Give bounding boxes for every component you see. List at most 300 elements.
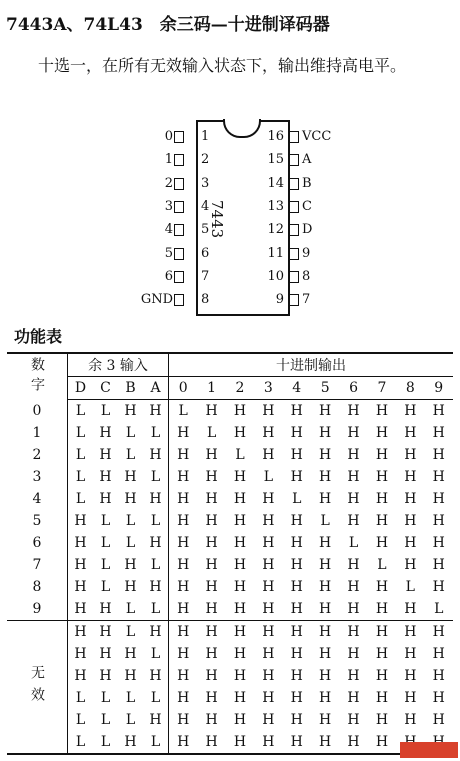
input-cell: H <box>99 668 112 684</box>
output-cell: H <box>262 601 275 617</box>
table-row <box>7 532 453 554</box>
chip-name: 7443 <box>208 200 226 239</box>
input-cell: H <box>149 535 162 551</box>
row-number: 3 <box>32 469 42 485</box>
output-cell: H <box>311 731 339 754</box>
output-col-header: 8 <box>396 377 424 400</box>
watermark-logo <box>400 742 458 758</box>
input-col-header: B <box>118 377 143 400</box>
pin-number-right: 16 <box>267 129 284 144</box>
pin-box-left <box>174 178 184 190</box>
output-cell: H <box>404 491 417 507</box>
table-subheader-row <box>7 377 453 400</box>
table-row <box>7 643 453 665</box>
output-cell: H <box>197 621 225 644</box>
input-cell: H <box>118 731 143 754</box>
output-cell: H <box>432 646 445 662</box>
input-cell: H <box>99 447 112 463</box>
output-cell: H <box>169 598 198 621</box>
pin-label-left: 3 <box>164 198 173 214</box>
input-cell: H <box>124 646 137 662</box>
pin-label-left: 0 <box>164 129 173 144</box>
output-cell: H <box>375 403 389 419</box>
input-cell: H <box>68 598 94 621</box>
output-cell: H <box>290 535 303 551</box>
input-cell: H <box>143 621 169 644</box>
output-cell: H <box>432 403 445 419</box>
output-cell: H <box>432 690 445 706</box>
pin-label-left: 6 <box>164 268 173 284</box>
input-cell: L <box>68 731 94 754</box>
output-cell: L <box>405 579 415 595</box>
section-title: 功能表 <box>14 327 63 346</box>
output-cell: H <box>375 491 389 507</box>
pin-number-left: 7 <box>201 268 210 284</box>
document-title: 7443A、74L43 余三码—十进制译码器 <box>6 15 330 35</box>
output-cell: H <box>347 403 360 419</box>
input-cell: H <box>68 576 94 598</box>
pin-box-left <box>174 201 184 213</box>
output-cell: H <box>347 712 360 728</box>
table-row <box>7 466 453 488</box>
output-cell: H <box>347 668 360 684</box>
output-col-header: 3 <box>254 377 282 400</box>
output-cell: H <box>319 491 332 507</box>
output-cell: H <box>404 690 417 706</box>
output-cell: H <box>205 557 218 573</box>
pin-box-right <box>289 131 299 143</box>
output-cell: H <box>347 447 360 463</box>
output-cell: H <box>319 469 332 485</box>
row-number: 6 <box>32 535 42 551</box>
pin-box-right <box>289 294 299 306</box>
output-cell: H <box>205 513 218 529</box>
output-cell: H <box>283 621 311 644</box>
output-cell: L <box>320 513 330 529</box>
input-col-header: C <box>93 377 118 400</box>
output-cell: H <box>226 621 254 644</box>
output-cell: H <box>169 422 198 444</box>
output-cell: H <box>347 469 360 485</box>
output-cell: H <box>290 712 303 728</box>
pin-label-left: 5 <box>164 245 173 261</box>
input-cell: H <box>68 665 94 687</box>
pin-box-right <box>289 248 299 260</box>
output-cell: H <box>233 403 247 419</box>
table-row <box>7 731 453 754</box>
input-cell: H <box>124 557 137 573</box>
input-cell: L <box>150 469 161 485</box>
row-number: 2 <box>32 447 42 463</box>
output-cell: H <box>233 491 247 507</box>
input-cell: L <box>68 488 94 510</box>
output-cell: H <box>432 425 445 441</box>
input-cell: L <box>100 557 111 573</box>
output-cell: H <box>205 668 218 684</box>
input-cell: L <box>125 513 136 529</box>
input-cell: L <box>150 513 161 529</box>
table-row <box>7 576 453 598</box>
input-cell: H <box>99 491 112 507</box>
input-cell: H <box>99 425 112 441</box>
output-cell: H <box>290 403 303 419</box>
input-cell: H <box>68 643 94 665</box>
input-cell: L <box>150 690 161 706</box>
output-cell: H <box>233 646 247 662</box>
output-col-header: 7 <box>368 377 396 400</box>
output-cell: H <box>233 690 247 706</box>
table-row <box>7 621 453 644</box>
input-col-header: D <box>68 377 94 400</box>
output-cell: H <box>205 403 218 419</box>
output-cell: L <box>169 400 198 423</box>
pin-number-right: 13 <box>267 198 284 214</box>
pin-label-right: D <box>302 222 313 238</box>
table-row <box>7 687 453 709</box>
output-cell: H <box>233 469 247 485</box>
input-cell: L <box>125 425 136 441</box>
output-cell: H <box>404 557 417 573</box>
input-cell: L <box>68 422 94 444</box>
output-cell: H <box>347 579 360 595</box>
output-cell: L <box>235 447 245 463</box>
output-cell: H <box>375 513 389 529</box>
pin-label-left: 2 <box>164 175 173 191</box>
input-cell: L <box>125 535 136 551</box>
output-cell: H <box>290 557 303 573</box>
output-cell: H <box>262 425 275 441</box>
output-cell: H <box>262 579 275 595</box>
pin-label-right: C <box>302 198 312 214</box>
output-cell: H <box>375 425 389 441</box>
output-cell: H <box>262 513 275 529</box>
output-cell: H <box>233 668 247 684</box>
output-cell: H <box>262 690 275 706</box>
output-col-header: 6 <box>339 377 367 400</box>
pin-number-left: 8 <box>201 292 210 308</box>
output-cell: H <box>262 447 275 463</box>
pin-label-right: 9 <box>302 245 311 261</box>
output-cell: H <box>283 731 311 754</box>
table-row <box>7 422 453 444</box>
output-cell: H <box>375 646 389 662</box>
output-cell: H <box>262 668 275 684</box>
output-cell: H <box>396 621 424 644</box>
pin-label-right: VCC <box>302 129 332 144</box>
input-cell: L <box>125 712 136 728</box>
input-cell: L <box>125 447 136 463</box>
output-cell: L <box>263 469 274 485</box>
table-row <box>7 554 453 576</box>
output-cell: H <box>205 712 218 728</box>
output-cell: H <box>425 621 453 644</box>
input-cell: H <box>99 469 112 485</box>
output-cell: H <box>169 576 198 598</box>
output-cell: H <box>375 447 389 463</box>
pin-label-left: GND <box>140 292 173 308</box>
output-cell: H <box>169 665 198 687</box>
pin-number-left: 5 <box>201 222 210 238</box>
pin-number-left: 6 <box>201 245 210 261</box>
input-cell: L <box>150 425 161 441</box>
pin-label-left: 1 <box>164 152 173 168</box>
output-cell: L <box>348 535 359 551</box>
output-cell: H <box>169 444 198 466</box>
output-cell: H <box>319 425 332 441</box>
pin-number-right: 11 <box>267 245 284 261</box>
input-cell: H <box>68 554 94 576</box>
output-cell: H <box>375 712 389 728</box>
input-cell: L <box>150 601 161 617</box>
table-row <box>7 709 453 731</box>
output-cell: L <box>377 557 387 573</box>
output-cell: H <box>347 646 360 662</box>
output-cell: H <box>205 535 218 551</box>
output-cell: H <box>233 557 247 573</box>
pin-box-left <box>174 131 184 143</box>
pin-number-left: 2 <box>201 152 210 168</box>
output-cell: H <box>347 425 360 441</box>
output-cell: H <box>205 491 218 507</box>
input-cell: L <box>68 466 94 488</box>
pin-number-right: 10 <box>267 268 284 284</box>
output-cell: H <box>404 425 417 441</box>
output-cell: H <box>290 690 303 706</box>
row-number: 7 <box>32 557 42 573</box>
table-row <box>7 400 453 423</box>
output-cell: H <box>404 668 417 684</box>
output-cell: H <box>347 690 360 706</box>
row-number: 1 <box>32 425 42 441</box>
pin-number-left: 1 <box>201 129 210 144</box>
row-number: 4 <box>32 491 42 507</box>
output-cell: H <box>432 469 445 485</box>
description-paragraph: 十选一，在所有无效输入状态下，输出维持高电平。 <box>38 56 407 75</box>
output-cell: H <box>319 668 332 684</box>
output-cell: H <box>290 425 303 441</box>
output-cell: H <box>169 510 198 532</box>
output-cell: H <box>347 491 360 507</box>
output-cell: H <box>254 731 282 754</box>
row-number: 5 <box>32 513 42 529</box>
output-cell: H <box>375 535 389 551</box>
output-cell: H <box>368 731 396 754</box>
output-cell: L <box>292 491 302 507</box>
input-cell: L <box>100 513 111 529</box>
output-cell: H <box>404 403 417 419</box>
pin-box-right <box>289 201 299 213</box>
input-cell: L <box>100 712 111 728</box>
input-cell: L <box>100 535 111 551</box>
output-cell: H <box>404 535 417 551</box>
input-cell: H <box>149 668 162 684</box>
input-cell: H <box>99 646 112 662</box>
output-cell: H <box>375 690 389 706</box>
input-cell: H <box>68 510 94 532</box>
output-cell: H <box>290 646 303 662</box>
output-cell: H <box>205 579 218 595</box>
input-cell: L <box>125 601 136 617</box>
input-cell: H <box>124 668 137 684</box>
output-cell: H <box>262 491 275 507</box>
row-number: 0 <box>32 402 42 419</box>
output-cell: H <box>375 668 389 684</box>
pin-label-right: A <box>302 152 312 168</box>
output-cell: H <box>169 554 198 576</box>
output-cell: H <box>169 731 198 754</box>
pin-label-right: B <box>302 175 312 191</box>
input-cell: L <box>118 621 143 644</box>
input-col-header: A <box>143 377 169 400</box>
input-cell: L <box>68 709 94 731</box>
input-cell: L <box>68 444 94 466</box>
output-cell: H <box>262 646 275 662</box>
output-cell: H <box>375 601 389 617</box>
input-cell: L <box>100 579 111 595</box>
output-cell: H <box>290 601 303 617</box>
output-cell: H <box>311 621 339 644</box>
pin-label-left: 4 <box>164 222 173 238</box>
output-cell: H <box>262 712 275 728</box>
output-cell: H <box>169 643 198 665</box>
output-cell: H <box>404 513 417 529</box>
pin-box-left <box>174 154 184 166</box>
pin-label-right: 7 <box>302 292 311 308</box>
pin-box-right <box>289 271 299 283</box>
output-cell: H <box>319 557 332 573</box>
output-cell: H <box>319 690 332 706</box>
output-cell: H <box>404 712 417 728</box>
output-cell: H <box>290 579 303 595</box>
output-cell: H <box>432 579 445 595</box>
input-cell: L <box>100 690 111 706</box>
output-cell: H <box>319 579 332 595</box>
table-row <box>7 665 453 687</box>
input-cell: H <box>68 532 94 554</box>
output-cell: H <box>339 621 367 644</box>
header-number: 数字 <box>7 353 68 400</box>
output-cell: H <box>319 535 332 551</box>
input-cell: H <box>124 403 137 419</box>
row-number: 9 <box>32 601 42 617</box>
pin-number-right: 9 <box>275 292 284 308</box>
header-output: 十进制输出 <box>169 353 453 377</box>
row-number: 8 <box>32 579 42 595</box>
table-row <box>7 598 453 621</box>
output-cell: H <box>432 557 445 573</box>
output-cell: H <box>233 513 247 529</box>
input-cell: H <box>93 621 118 644</box>
output-cell: H <box>319 447 332 463</box>
input-cell: H <box>149 712 162 728</box>
output-cell: H <box>262 403 275 419</box>
input-cell: H <box>149 491 162 507</box>
output-cell: H <box>205 447 218 463</box>
output-cell: H <box>432 668 445 684</box>
output-cell: H <box>319 601 332 617</box>
output-cell: H <box>319 712 332 728</box>
output-cell: H <box>319 646 332 662</box>
output-cell: H <box>375 469 389 485</box>
input-cell: L <box>143 731 169 754</box>
pin-number-right: 15 <box>267 152 284 168</box>
output-cell: H <box>432 491 445 507</box>
output-cell: H <box>169 532 198 554</box>
function-table <box>7 352 453 755</box>
input-cell: H <box>124 579 137 595</box>
output-cell: H <box>375 579 389 595</box>
output-cell: H <box>347 601 360 617</box>
output-cell: H <box>233 579 247 595</box>
table-row <box>7 444 453 466</box>
invalid-label: 无效 <box>7 621 68 755</box>
input-cell: L <box>68 400 94 423</box>
output-cell: H <box>404 469 417 485</box>
input-cell: H <box>149 579 162 595</box>
output-cell: H <box>347 513 360 529</box>
input-cell: H <box>149 403 162 419</box>
input-cell: H <box>68 621 94 644</box>
output-cell: H <box>169 709 198 731</box>
pin-box-right <box>289 154 299 166</box>
input-cell: H <box>124 469 137 485</box>
output-cell: H <box>319 403 332 419</box>
output-col-header: 4 <box>283 377 311 400</box>
output-cell: H <box>262 557 275 573</box>
output-cell: H <box>205 469 218 485</box>
input-cell: L <box>93 731 118 754</box>
output-cell: L <box>206 425 217 441</box>
output-cell: L <box>434 601 444 617</box>
pin-box-right <box>289 224 299 236</box>
output-cell: H <box>197 731 225 754</box>
pin-number-left: 4 <box>201 198 210 214</box>
output-col-header: 0 <box>169 377 198 400</box>
header-input: 余 3 输入 <box>68 353 169 377</box>
output-col-header: 2 <box>226 377 254 400</box>
output-cell: H <box>404 447 417 463</box>
pin-box-left <box>174 271 184 283</box>
pin-label-right: 8 <box>302 268 311 284</box>
output-cell: H <box>432 535 445 551</box>
input-cell: L <box>100 403 111 419</box>
output-col-header: 5 <box>311 377 339 400</box>
output-cell: H <box>339 731 367 754</box>
output-cell: H <box>290 513 303 529</box>
table-header-row <box>7 353 453 377</box>
output-cell: H <box>404 646 417 662</box>
output-cell: H <box>290 447 303 463</box>
output-cell: H <box>368 621 396 644</box>
output-cell: H <box>432 447 445 463</box>
input-cell: L <box>150 646 161 662</box>
pin-number-right: 12 <box>267 222 284 238</box>
output-cell: H <box>226 731 254 754</box>
output-cell: H <box>290 668 303 684</box>
output-cell: H <box>169 621 198 644</box>
output-cell: H <box>432 513 445 529</box>
output-col-header: 9 <box>425 377 453 400</box>
output-cell: H <box>432 712 445 728</box>
pin-box-left <box>174 248 184 260</box>
output-cell: H <box>254 621 282 644</box>
output-cell: H <box>233 425 247 441</box>
output-col-header: 1 <box>197 377 225 400</box>
pin-number-right: 14 <box>267 175 284 191</box>
output-cell: H <box>205 601 218 617</box>
input-cell: H <box>124 491 137 507</box>
output-cell: H <box>205 690 218 706</box>
